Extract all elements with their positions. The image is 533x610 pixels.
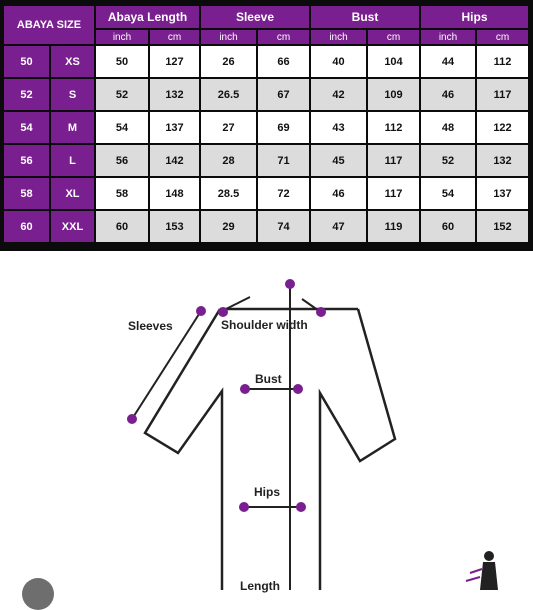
value-cell: 112 (477, 46, 528, 77)
group-header-sleeve: Sleeve (201, 6, 309, 28)
size-letter-cell: XXL (51, 211, 94, 242)
value-cell: 50 (96, 46, 148, 77)
label-shoulder-width: Shoulder width (221, 318, 308, 332)
value-cell: 69 (258, 112, 309, 143)
size-number-cell: 58 (4, 178, 49, 209)
value-cell: 74 (258, 211, 309, 242)
value-cell: 66 (258, 46, 309, 77)
size-letter-cell: XL (51, 178, 94, 209)
size-number-cell: 54 (4, 112, 49, 143)
value-cell: 153 (150, 211, 199, 242)
value-cell: 52 (96, 79, 148, 110)
value-cell: 148 (150, 178, 199, 209)
table-body (4, 46, 528, 242)
marker-hips-left (239, 502, 249, 512)
marker-length-top (285, 279, 295, 289)
value-cell: 132 (150, 79, 199, 110)
model-figure-icon (466, 551, 498, 590)
size-number-cell: 50 (4, 46, 49, 77)
value-cell: 42 (311, 79, 366, 110)
value-cell: 142 (150, 145, 199, 176)
size-table (2, 4, 530, 244)
value-cell: 54 (421, 178, 475, 209)
size-number-cell: 60 (4, 211, 49, 242)
table-header-row (4, 6, 528, 28)
abaya-outline (145, 309, 395, 590)
value-cell: 104 (368, 46, 419, 77)
value-cell: 46 (421, 79, 475, 110)
size-header: ABAYA SIZE (4, 6, 94, 44)
value-cell: 152 (477, 211, 528, 242)
size-letter-cell: XS (51, 46, 94, 77)
measurement-diagram (0, 251, 533, 593)
marker-shoulder-right (316, 307, 326, 317)
value-cell: 127 (150, 46, 199, 77)
marker-hips-right (296, 502, 306, 512)
size-letter-cell: M (51, 112, 94, 143)
size-number-cell: 52 (4, 79, 49, 110)
size-letter-cell: L (51, 145, 94, 176)
group-header-hips: Hips (421, 6, 528, 28)
table-row (4, 211, 528, 242)
unit-header: inch (96, 30, 148, 44)
marker-sleeve-bottom (127, 414, 137, 424)
value-cell: 26 (201, 46, 256, 77)
unit-header: inch (421, 30, 475, 44)
value-cell: 71 (258, 145, 309, 176)
value-cell: 67 (258, 79, 309, 110)
table-row (4, 112, 528, 143)
table-row (4, 46, 528, 77)
group-header-length: Abaya Length (96, 6, 199, 28)
value-cell: 47 (311, 211, 366, 242)
value-cell: 28.5 (201, 178, 256, 209)
value-cell: 117 (477, 79, 528, 110)
value-cell: 46 (311, 178, 366, 209)
unit-header: cm (258, 30, 309, 44)
label-sleeves: Sleeves (128, 319, 173, 333)
value-cell: 43 (311, 112, 366, 143)
value-cell: 122 (477, 112, 528, 143)
value-cell: 58 (96, 178, 148, 209)
abaya-outline-drawing (0, 251, 533, 590)
value-cell: 60 (421, 211, 475, 242)
value-cell: 132 (477, 145, 528, 176)
value-cell: 117 (368, 178, 419, 209)
unit-header: inch (201, 30, 256, 44)
value-cell: 29 (201, 211, 256, 242)
marker-bust-right (293, 384, 303, 394)
value-cell: 54 (96, 112, 148, 143)
value-cell: 28 (201, 145, 256, 176)
size-letter-cell: S (51, 79, 94, 110)
unit-header: inch (311, 30, 366, 44)
value-cell: 27 (201, 112, 256, 143)
value-cell: 137 (477, 178, 528, 209)
value-cell: 109 (368, 79, 419, 110)
marker-sleeve-top (196, 306, 206, 316)
size-number-cell: 56 (4, 145, 49, 176)
label-bust: Bust (255, 372, 282, 386)
value-cell: 44 (421, 46, 475, 77)
unit-header: cm (150, 30, 199, 44)
table-row (4, 79, 528, 110)
unit-header: cm (368, 30, 419, 44)
value-cell: 112 (368, 112, 419, 143)
label-length: Length (240, 579, 280, 593)
label-hips: Hips (254, 485, 281, 499)
value-cell: 60 (96, 211, 148, 242)
value-cell: 52 (421, 145, 475, 176)
value-cell: 117 (368, 145, 419, 176)
unit-header: cm (477, 30, 528, 44)
value-cell: 56 (96, 145, 148, 176)
table-row (4, 145, 528, 176)
value-cell: 40 (311, 46, 366, 77)
marker-bust-left (240, 384, 250, 394)
size-chart (0, 0, 533, 251)
value-cell: 48 (421, 112, 475, 143)
avatar[interactable] (22, 578, 54, 610)
marker-shoulder-left (218, 307, 228, 317)
value-cell: 26.5 (201, 79, 256, 110)
value-cell: 119 (368, 211, 419, 242)
value-cell: 72 (258, 178, 309, 209)
table-row (4, 178, 528, 209)
value-cell: 137 (150, 112, 199, 143)
value-cell: 45 (311, 145, 366, 176)
group-header-bust: Bust (311, 6, 419, 28)
